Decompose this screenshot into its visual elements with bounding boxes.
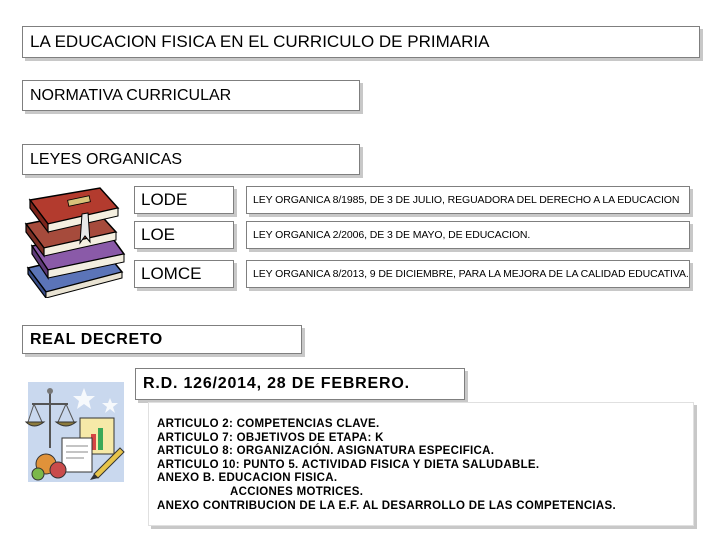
article-line: ARTICULO 7: OBJETIVOS DE ETAPA: K: [157, 431, 384, 444]
normativa-header: [22, 80, 360, 111]
law-name-lomce: LOMCE: [134, 260, 234, 288]
law-desc-lomce: LEY ORGANICA 8/2013, 9 DE DICIEMBRE, PARA LA MEJORA DE LA CALIDAD EDUCATIVA.: [246, 260, 690, 288]
article-line: ARTICULO 2: COMPETENCIAS CLAVE.: [157, 418, 380, 430]
article-line: ANEXO B. EDUCACION FISICA.: [157, 472, 338, 485]
articles-list: [148, 402, 694, 526]
justice-scales-clipart-icon: [24, 378, 128, 486]
page-title: [22, 26, 700, 58]
article-line: ANEXO CONTRIBUCION DE LA E.F. AL DESARROLLO DE LAS COMPETENCIAS.: [157, 499, 616, 512]
leyes-header: [22, 144, 360, 175]
article-line: ARTICULO 8: ORGANIZACIÓN. ASIGNATURA ESPECIFICA.: [157, 445, 495, 458]
rd-title-text: R.D. 126/2014, 28 DE FEBRERO.: [143, 375, 410, 392]
books-clipart-icon: [16, 180, 134, 298]
normativa-text: NORMATIVA CURRICULAR: [30, 86, 232, 104]
leyes-text: LEYES ORGANICAS: [30, 150, 183, 168]
law-name-loe: LOE: [134, 221, 234, 249]
law-desc-lode: LEY ORGANICA 8/1985, DE 3 DE JULIO, REGUADORA DEL DERECHO A LA EDUCACION: [246, 186, 690, 214]
law-name-lode: LODE: [134, 186, 234, 214]
law-desc-loe: LEY ORGANICA 2/2006, DE 3 DE MAYO, DE EDUCACION.: [246, 221, 690, 249]
page-title-text: LA EDUCACION FISICA EN EL CURRICULO DE PRIMARIA: [30, 32, 490, 51]
article-line: ARTICULO 10: PUNTO 5. ACTIVIDAD FISICA Y DIETA SALUDABLE.: [157, 458, 540, 471]
article-line: ACCIONES MOTRICES.: [230, 485, 364, 498]
real-decreto-header: [22, 325, 302, 354]
real-decreto-text: REAL DECRETO: [30, 330, 163, 348]
rd-title: [135, 368, 465, 400]
